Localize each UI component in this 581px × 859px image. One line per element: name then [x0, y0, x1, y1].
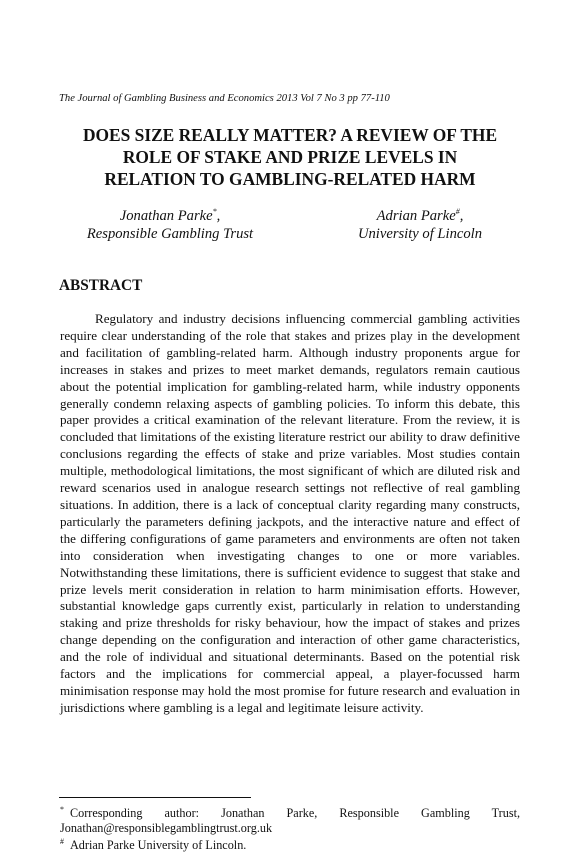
- author-1: [80, 207, 260, 243]
- footnote-text: Adrian Parke University of Lincoln.: [70, 838, 247, 852]
- abstract-body: Regulatory and industry decisions influencing commercial gambling activities require clear understanding of the role that stakes and prizes play in the development and facilitation of gambling-related harm. Although industry proponents argue for increases in stakes and prizes to meet market demands, regulators remain cautious about the potential implication for gambling-related harm, while industry opponents generally condemn relaxing aspects of gambling policies. To inform this debate, this paper provides a critical examination of the relevant literature. From the review, it is concluded that limitations of the existing literature restrict our ability to draw definitive conclusions regarding the effects of stake and prize variables. Most studies contain multiple, methodological limitations, the most significant of which are diluted risk and reward scenarios used in analogue research settings not reflective of real gambling situations. In addition, there is a lack of conceptual clarity regarding many constructs, particularly the parameters defining jackpots, and the interactive nature and effect of the differing configurations of game parameters and environments are often not taken into consideration when investigating changes to one or more variables. Notwithstanding these limitations, there is sufficient evidence to suggest that stake and prize levels merit consideration in relation to harm minimisation efforts. However, substantial knowledge gaps currently exist, particularly in relation to understanding staking and prize thresholds for risky behaviour, how the impact of stakes and prizes change depending on the configuration and interaction of other game characteristics, and the role of individual and situational determinants. Based on the potential risk factors and the implications for commercial appeal, a player-focussed harm minimisation response may hold the most promise for future research and evaluation in jurisdictions where gambling is a legal and legitimate leisure activity.: [60, 311, 520, 715]
- author-block: [60, 207, 520, 247]
- abstract-heading: ABSTRACT: [59, 277, 143, 294]
- footnote-mark: *: [60, 805, 64, 814]
- paper-title: [40, 124, 540, 190]
- footnote-divider: [59, 797, 251, 798]
- author-trailing-comma: ,: [216, 208, 221, 224]
- author-footnote-mark: *: [212, 207, 217, 216]
- title-line: DOES SIZE REALLY MATTER? A REVIEW OF THE: [82, 125, 498, 145]
- author-name: Adrian Parke: [376, 208, 456, 224]
- author-name: Jonathan Parke: [119, 208, 213, 224]
- title-line: ROLE OF STAKE AND PRIZE LEVELS IN: [122, 147, 458, 167]
- author-affiliation: Responsible Gambling Trust: [86, 226, 254, 242]
- journal-citation: The Journal of Gambling Business and Economics 2013 Vol 7 No 3 pp 77-110: [59, 93, 390, 104]
- author-affiliation: University of Lincoln: [357, 226, 483, 242]
- author-2: [335, 207, 505, 243]
- title-line: RELATION TO GAMBLING-RELATED HARM: [104, 169, 476, 189]
- author-trailing-comma: ,: [459, 208, 464, 224]
- footnote-text: Corresponding author: Jonathan Parke, Responsible Gambling Trust, Jonathan@responsiblegamblingtrust.org.uk: [60, 806, 520, 835]
- footnote-2: [60, 838, 520, 853]
- footnote-1: [60, 806, 520, 836]
- footnote-mark: #: [60, 837, 64, 846]
- author-footnote-mark: #: [455, 207, 460, 216]
